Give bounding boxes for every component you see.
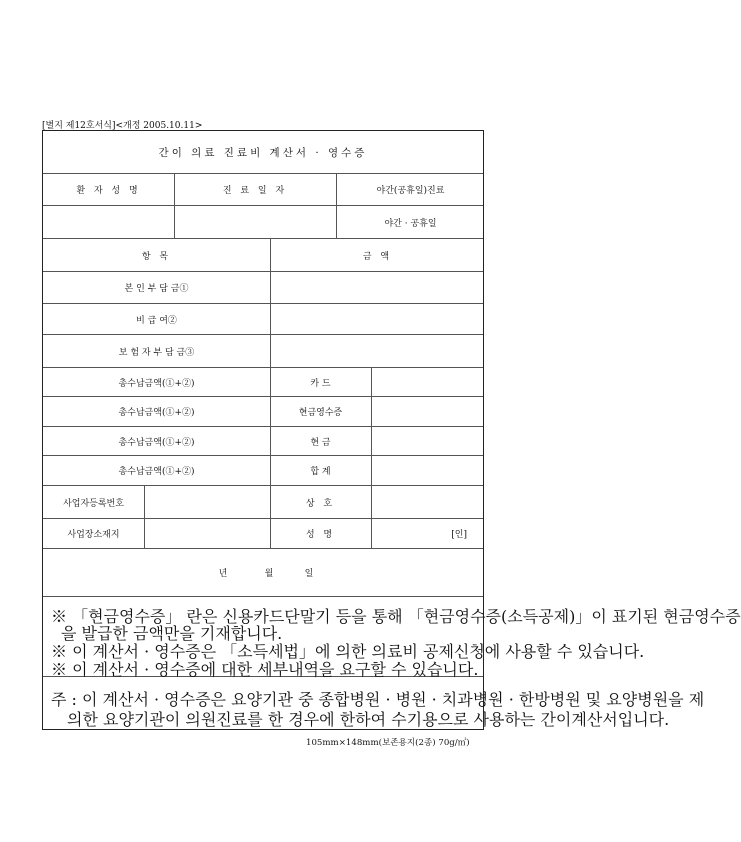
seal-label: [인] (451, 530, 467, 540)
business-name-label: 상 호 (305, 498, 336, 509)
business-reg-field[interactable] (144, 486, 270, 518)
night-holiday-options[interactable]: 야간 · 공휴일 (384, 218, 437, 229)
item-header-row (43, 239, 483, 272)
treatment-date-label: 진 료 일 자 (222, 186, 288, 196)
patient-name-field[interactable] (43, 206, 174, 238)
payment-amount-field[interactable] (371, 456, 485, 485)
treatment-date-field[interactable] (174, 206, 336, 238)
total-label: 총수납금액(①+②) (118, 408, 195, 418)
date-row (43, 549, 483, 597)
total-label: 총수납금액(①+②) (118, 437, 195, 448)
item-row (43, 335, 483, 368)
form-number-note: [별지 제12호서식]<개정 2005.10.11> (42, 121, 203, 131)
remark-line: 주 : 이 계산서 · 영수증은 요양기관 중 종합병원 · 병원 · 치과병원 · 한방병원 및 요양병원을 제 (51, 690, 705, 709)
title-row (43, 131, 483, 174)
remark-block (43, 677, 705, 731)
paper-size-note: 105mm×148mm(보존용지(2종) 70g/㎡) (306, 738, 470, 748)
payment-amount-field[interactable] (371, 397, 485, 426)
item-row (43, 272, 483, 304)
item-header: 항 목 (141, 251, 172, 262)
representative-label: 성 명 (305, 530, 336, 540)
item-amount-field[interactable] (270, 272, 485, 303)
notes-block (43, 597, 741, 679)
business-address-label: 사업장소재지 (67, 530, 120, 540)
date-month-label: 월 (264, 569, 274, 579)
item-amount-field[interactable] (270, 335, 485, 367)
remark-line: 의한 요양기관이 의원진료를 한 경우에 한하여 수기용으로 사용하는 간이계산서입니다. (67, 710, 670, 729)
item-label: 보 험 자 부 담 금③ (118, 347, 195, 358)
patient-header-row (43, 174, 483, 206)
total-label: 총수납금액(①+②) (118, 467, 195, 477)
amount-header: 금 액 (362, 251, 393, 262)
note-line: ※ 이 계산서 · 영수증에 대한 세부내역을 요구할 수 있습니다. (51, 660, 479, 679)
form-title: 간이 의료 진료비 계산서 · 영수증 (158, 146, 368, 159)
business-reg-row (43, 486, 483, 519)
total-row (43, 368, 483, 397)
business-name-field[interactable] (371, 486, 485, 518)
total-row (43, 456, 483, 486)
payment-method-label: 현 금 (310, 437, 331, 448)
payment-amount-field[interactable] (371, 368, 485, 396)
date-year-label: 년 (218, 569, 228, 579)
item-row (43, 304, 483, 335)
receipt-form (42, 130, 741, 730)
total-row (43, 397, 483, 427)
business-address-field[interactable] (144, 519, 270, 548)
patient-value-row (43, 206, 483, 239)
business-reg-label: 사업자등록번호 (63, 498, 124, 509)
note-line: 을 발급한 금액만을 기재합니다. (61, 624, 283, 643)
payment-method-label: 합 계 (310, 467, 331, 477)
item-label: 본 인 부 담 금① (124, 284, 189, 294)
date-day-label: 일 (304, 569, 314, 579)
business-address-row (43, 519, 483, 549)
patient-name-label: 환 자 성 명 (76, 186, 141, 196)
payment-method-label: 현금영수증 (298, 408, 343, 418)
item-amount-field[interactable] (270, 304, 485, 334)
note-line: ※ 이 계산서 · 영수증은 「소득세법」에 의한 의료비 공제신청에 사용할 수 있습니다. (51, 642, 645, 661)
item-label: 비 급 여② (136, 315, 177, 326)
payment-amount-field[interactable] (371, 427, 485, 455)
payment-method-label: 카 드 (310, 378, 331, 389)
night-holiday-label: 야간(공휴일)진료 (376, 186, 445, 196)
total-row (43, 427, 483, 456)
total-label: 총수납금액(①+②) (118, 378, 195, 389)
note-line: ※ 「현금영수증」 란은 신용카드단말기 등을 통해 「현금영수증(소득공제)」이 표기된 현금영수증 (51, 607, 741, 626)
